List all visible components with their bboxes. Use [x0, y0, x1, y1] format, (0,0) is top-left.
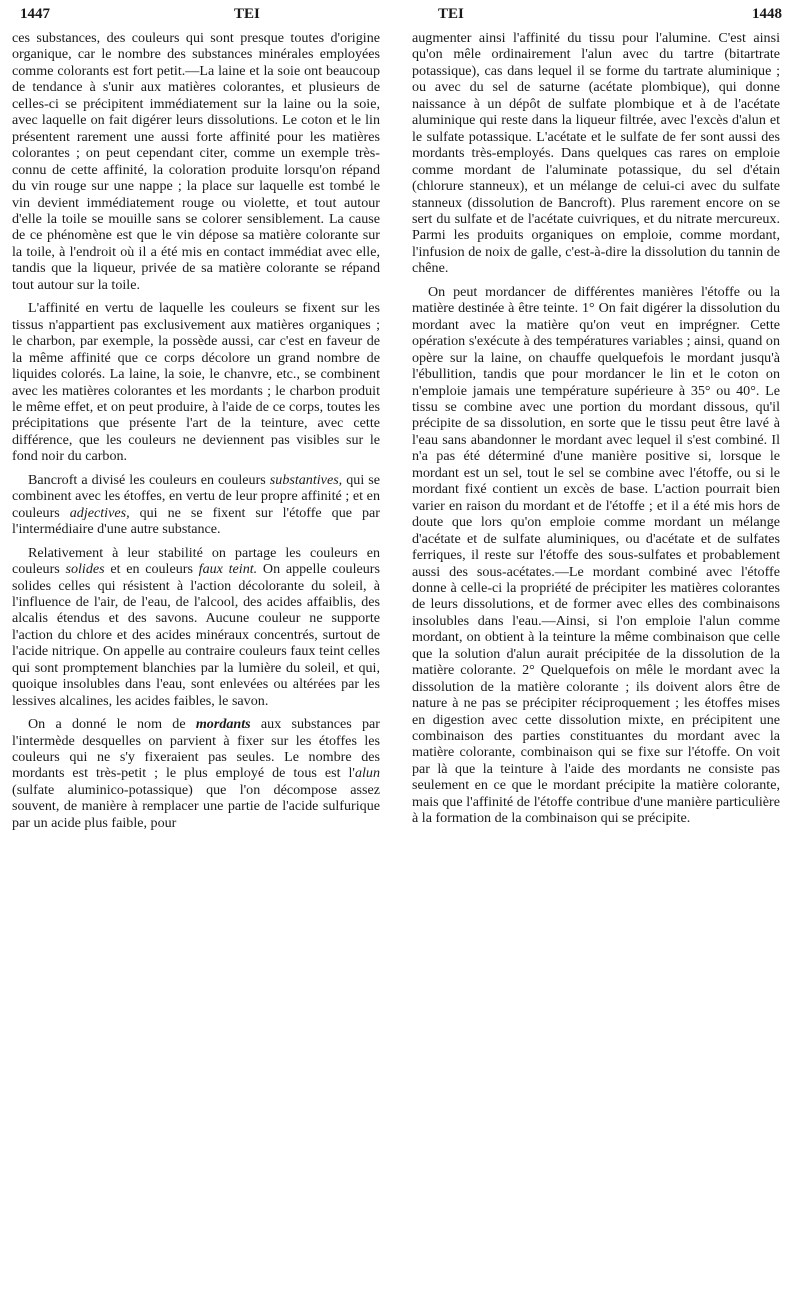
paragraph-alumine: augmenter ainsi l'affinité du tissu pour l'alumine. C'est ainsi qu'on mêle ordinairement l'alun avec du tartre (bitartrate potassique), cas dans lequel il se forme du tartrate aluminique ; ou avec du sel de saturne (acétate plombique), qui donne naissance à un dépôt de sulfate plombique et à de l'acétate aluminique qui reste dans la liqueur filtrée, avec l'excès d'alun et le sulfate potassique. L'acétate et le sulfate de fer sont aussi des mordants très-employés. Dans quelques cas rares on emploie comme mordant de l'aluminate potassique, du sel d'étain (chlorure stanneux), et un mélange de celui-ci avec du sulfate stanneux (dissolution de Bancroft). Plus rarement encore on se sert du sulfate et de l'acétate cuivriques, et du nitrate mercureux. Parmi les produits organiques on emploie, comme mordant, l'infusion de noix de galle, c'est-à-dire la dissolution du tannin de chêne.: [412, 30, 780, 277]
term-solides: solides: [65, 561, 105, 578]
term-faux-teint: faux teint.: [198, 561, 258, 578]
term-adjectives: adjectives,: [69, 504, 130, 521]
right-page-number: 1448: [752, 6, 782, 22]
term-mordants: mordants: [195, 716, 251, 733]
running-header: [20, 6, 782, 26]
paragraph-bancroft: Bancroft a divisé les couleurs en couleurs substantives, qui se combinent avec les étoffes, en vertu de leur propre affinité ; et en couleurs adjectives, qui ne se fixent sur l'étoffe que par l'intermédiaire d'une autre substance.: [12, 471, 380, 538]
left-page-number: 1447: [20, 6, 50, 22]
paragraph-mordancer: On peut mordancer de différentes manières l'étoffe ou la matière destinée à être teinte. 1° On fait digérer la dissolution du mordant avec la matière qu'on veut en imprégner. Cette opération s'exécute à des températures variables ; ainsi, quand on opère sur la laine, on chauffe quelquefois le mordant jusqu'à l'ébullition, tandis que pour mordancer le lin et le coton on n'emploie jamais une température supérieure à 35° ou 40°. Le tissu se combine avec une portion du mordant dissous, qu'il précipite de sa dissolution, en sorte que le tissu peut être lavé à l'eau sans abandonner le mordant avec lequel il s'est combiné. Il n'a pas été déterminé d'une manière positive si, lorsque le mordant est un sel, tout le sel se combine avec l'étoffe, ou si le mordant fixé contient un excès de base. L'action pourrait bien varier en raison du mordant et de l'étoffe ; et il a été mis hors de doute que lors qu'on emploie comme mordant un mélange d'acétate et de sulfate aluminiques, ou d'acétate et de sulfates ferriques, il reste sur l'étoffe des sous-sulfates et probablement aussi des sous-acétates.—Le mordant combiné avec l'étoffe donne à celle-ci la propriété de précipiter les matières colorantes de leurs dissolutions, et de former avec elles des combinaisons insolubles dans l'eau.—Ainsi, si l'on emploie l'alun comme mordant, on obtient à la teinture la même combinaison que celle que la solution d'alun aurait précipitée de la dissolution de la matière colorante. 2° Quelquefois on mêle le mordant avec la dissolution de la matière colorante ; ils doivent alors être de nature à ne pas se précipiter réciproquement ; les étoffes mises en digestion avec cette dissolution mixte, en précipitent une combinaison des parties constituantes du mordant avec la matière colorante, combinaison qui se fixe sur l'étoffe. On voit par là que la teinture à l'aide des mordants ne consiste pas seulement en ce que le mordant précipite la matière colorante, mais que l'affinité de l'étoffe contribue d'une manière particulière à la formation de la combinaison qui se précipite.: [412, 283, 780, 827]
right-headword: TEI: [438, 6, 464, 22]
right-column: [412, 30, 780, 834]
paragraph-stabilite: Relativement à leur stabilité on partage les couleurs en couleurs solides et en couleurs faux teint. On appelle couleurs solides celles qui résistent à l'action décolorante du soleil, à l'influence de l'air, de l'eau, de l'alcool, des acides affaiblis, des alcalis étendus et des savons. Aucune couleur ne supporte l'action du chlore et des acides minéraux concentrés, surtout de l'acide nitrique. On appelle au contraire couleurs faux teint celles qui sont promptement blanchies par la lumière du soleil, et qui, quoique insolubles dans l'eau, sont enlevées ou altérées par les lessives alcalines, les acides faibles, le savon.: [12, 544, 380, 709]
term-substantives: substantives,: [269, 471, 343, 488]
paragraph-substances: ces substances, des couleurs qui sont presque toutes d'origine organique, car le nombre des substances minérales employées comme colorants est fort petit.—La laine et la soie ont beaucoup de tendance à s'unir aux matières colorantes, et plusieurs de celles-ci se précipitent immédiatement sur la laine ou la soie, avec laquelle on fait digérer leurs dissolutions. Le coton et le lin présentent rarement une aussi forte affinité pour les matières colorantes ; on peut cependant citer, comme un exemple très-connu de cette affinité, la coloration produite lorsqu'on répand du vin rouge sur une nappe ; la place sur laquelle est tombé le vin devient immédiatement rouge ou violette, et tout autour d'elle la toile se mouille sans se colorer sensiblement. La cause de ce phénomène est que le vin dépose sa matière colorante sur la toile, à l'endroit où il a été mis en contact immédiat avec elle, tandis que la liqueur, privée de sa matière colorante se répand tout autour sur la toile.: [12, 30, 380, 293]
paragraph-affinite: L'affinité en vertu de laquelle les couleurs se fixent sur les tissus n'appartient pas exclusivement aux matières organiques ; le charbon, par exemple, la possède aussi, car c'est en faveur de la même affinité que ce corps décolore un grand nombre de liquides colorés. La laine, la soie, le chanvre, etc., se combinent avec les matières colorantes et les mordants ; le charbon produit le même effet, et on peut produire, à l'aide de ce corps, toutes les précipitations que présente l'art de la teinture, avec cette différence, que les couleurs ne deviennent pas visibles sur le fond noir du carbon.: [12, 300, 380, 465]
term-alun: alun: [354, 765, 380, 782]
left-headword: TEI: [234, 6, 260, 22]
left-column: [12, 30, 380, 838]
paragraph-mordants: On a donné le nom de mordants aux substances par l'intermède desquelles on parvient à fixer sur les étoffes les couleurs qui ne s'y fixeraient pas seules. Le nombre des mordants est très-petit ; le plus employé de tous est l'alun (sulfate aluminico-potassique) que l'on décompose assez souvent, de manière à remplacer une partie de l'acide sulfurique par un acide plus faible, pour: [12, 716, 380, 831]
